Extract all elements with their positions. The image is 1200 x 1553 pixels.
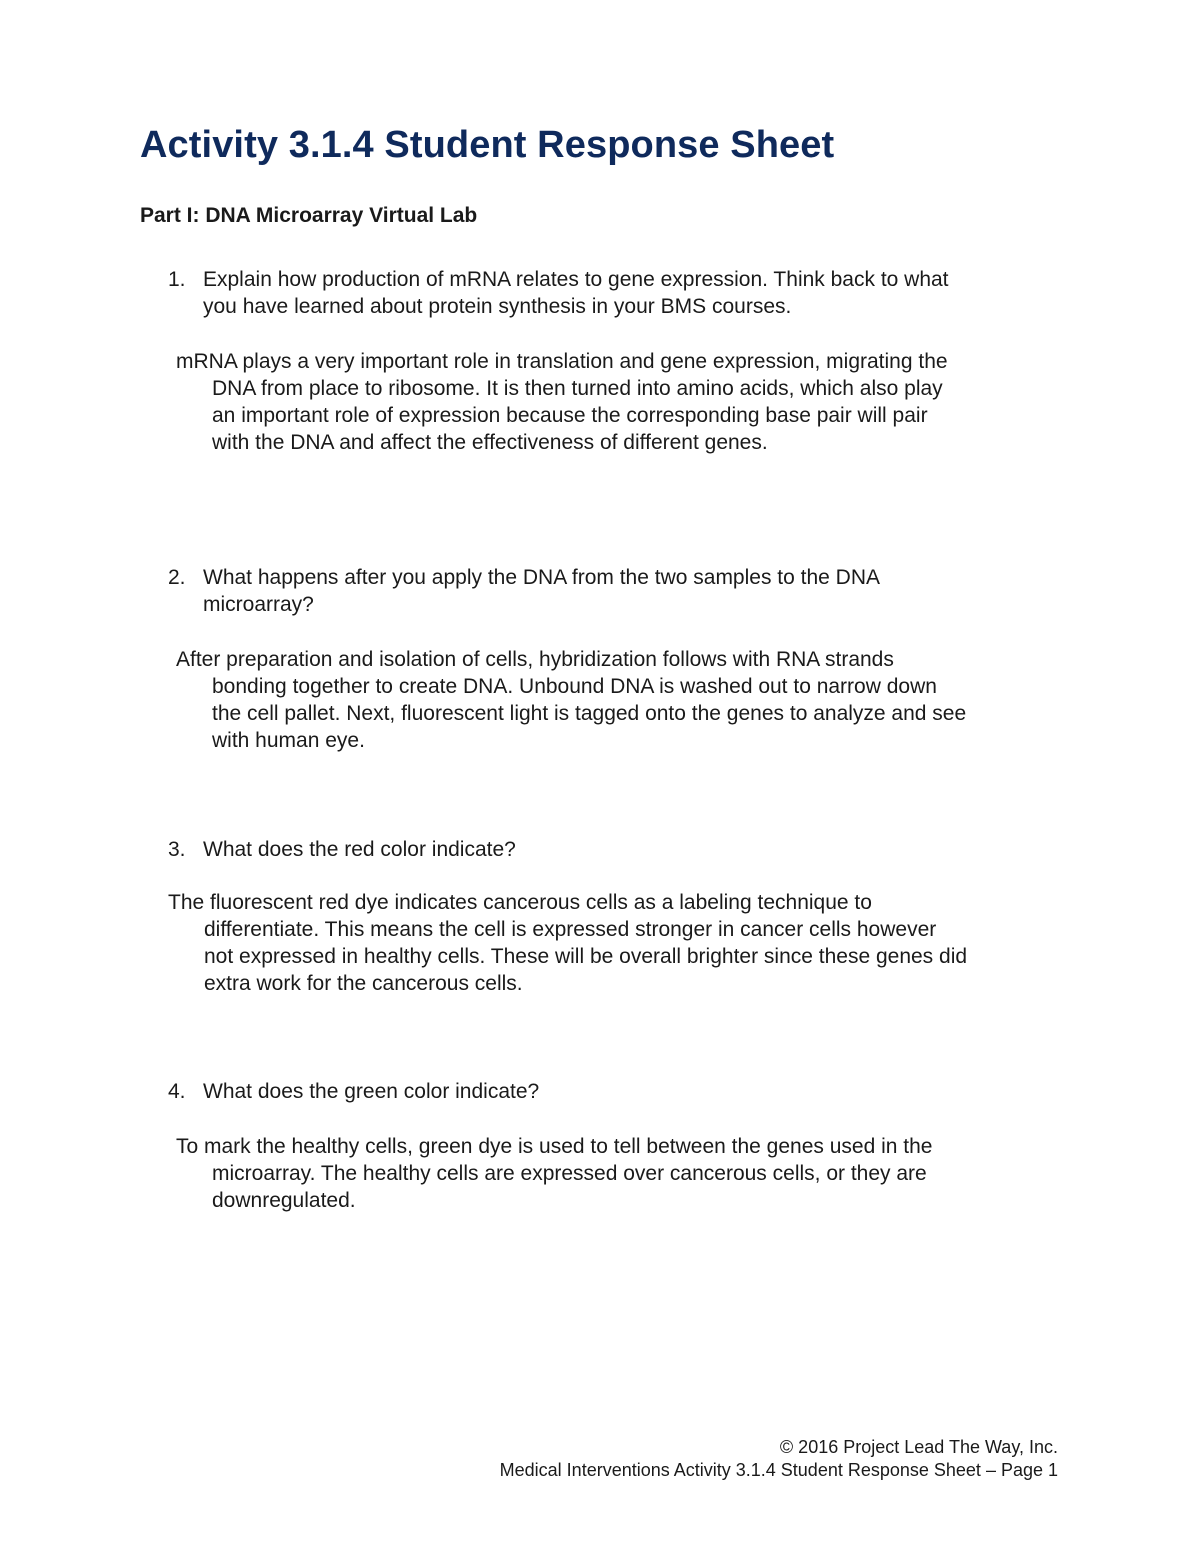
answer-text (176, 1133, 932, 1214)
question-text (203, 564, 880, 618)
question-number: 3. (168, 838, 186, 861)
page-title: Activity 3.1.4 Student Response Sheet (140, 124, 835, 166)
question-text (203, 266, 949, 320)
answer-line: the cell pallet. Next, fluorescent light is tagged onto the genes to analyze and see (212, 702, 967, 725)
answer-line: microarray. The healthy cells are expressed over cancerous cells, or they are (212, 1162, 927, 1185)
footer-page-label: Medical Interventions Activity 3.1.4 Student Response Sheet – Page 1 (499, 1460, 1058, 1480)
answer-line: After preparation and isolation of cells, hybridization follows with RNA strands (176, 648, 894, 671)
answer-text (168, 889, 967, 997)
footer-copyright: © 2016 Project Lead The Way, Inc. (779, 1437, 1058, 1457)
question-line: What does the green color indicate? (203, 1080, 540, 1103)
answer-line: The fluorescent red dye indicates cancerous cells as a labeling technique to (168, 891, 872, 914)
answer-line: bonding together to create DNA. Unbound DNA is washed out to narrow down (212, 675, 937, 698)
question-text (203, 836, 516, 863)
question-text (203, 1078, 539, 1105)
answer-line: extra work for the cancerous cells. (204, 972, 523, 995)
question-number: 2. (168, 566, 186, 589)
answer-text (176, 646, 966, 754)
question-line: What happens after you apply the DNA from the two samples to the DNA (203, 566, 881, 589)
answer-line: mRNA plays a very important role in translation and gene expression, migrating the (176, 350, 948, 373)
question-number: 4. (168, 1080, 186, 1103)
question-line: What does the red color indicate? (203, 838, 516, 861)
page-footer (500, 1436, 1058, 1482)
answer-line: To mark the healthy cells, green dye is used to tell between the genes used in the (176, 1135, 933, 1158)
part-heading: Part I: DNA Microarray Virtual Lab (140, 204, 478, 227)
answer-line: not expressed in healthy cells. These will be overall brighter since these genes did (204, 945, 968, 968)
answer-line: differentiate. This means the cell is expressed stronger in cancer cells however (204, 918, 937, 941)
question-line: you have learned about protein synthesis in your BMS courses. (203, 295, 792, 318)
answer-line: with human eye. (212, 729, 365, 752)
question-line: microarray? (203, 593, 314, 616)
answer-text (176, 348, 948, 456)
answer-line: downregulated. (212, 1189, 356, 1212)
question-line: Explain how production of mRNA relates to gene expression. Think back to what (203, 268, 949, 291)
answer-line: DNA from place to ribosome. It is then turned into amino acids, which also play (212, 377, 943, 400)
answer-line: an important role of expression because the corresponding base pair will pair (212, 404, 928, 427)
answer-line: with the DNA and affect the effectiveness of different genes. (212, 431, 768, 454)
question-number: 1. (168, 268, 186, 291)
